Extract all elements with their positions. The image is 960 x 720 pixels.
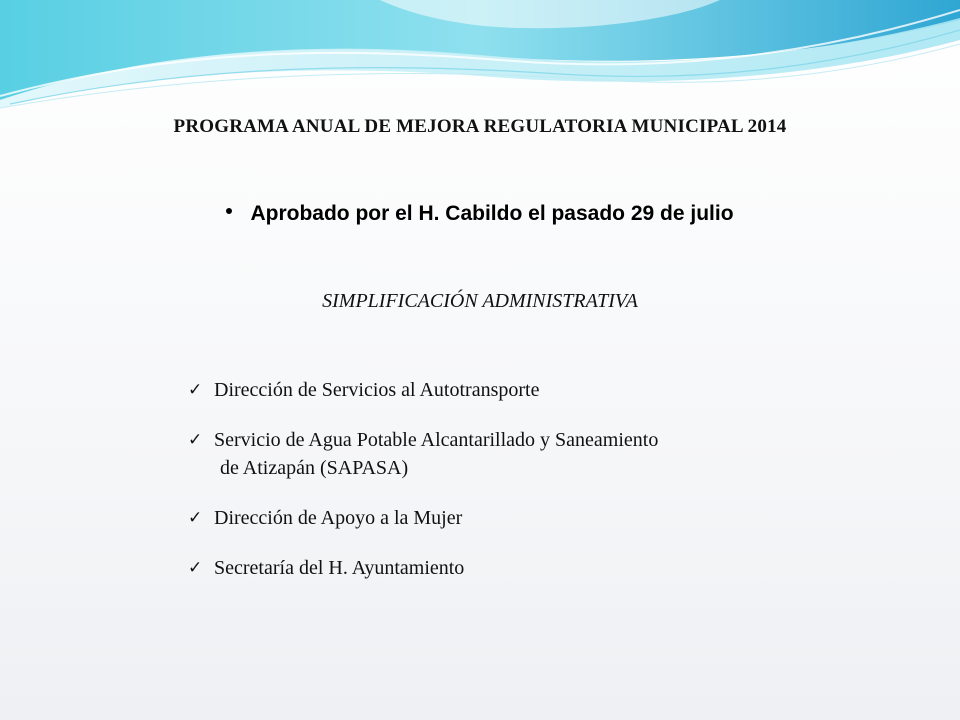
bullet-approved xyxy=(0,202,960,226)
list-item-text: Servicio de Agua Potable Alcantarillado y Saneamiento xyxy=(214,429,659,451)
page-title: PROGRAMA ANUAL DE MEJORA REGULATORIA MUNICIPAL 2014 xyxy=(173,116,787,137)
checkmark-icon: ✓ xyxy=(188,380,203,400)
checkmark-icon: ✓ xyxy=(188,430,203,450)
list-item xyxy=(188,426,888,482)
list-item-text: Dirección de Servicios al Autotransporte xyxy=(214,379,540,401)
list-item-text: Secretaría del H. Ayuntamiento xyxy=(214,557,465,579)
list-item xyxy=(188,504,888,532)
section-subtitle: SIMPLIFICACIÓN ADMINISTRATIVA xyxy=(322,290,638,312)
list-item xyxy=(188,376,888,404)
bullet-dot-icon xyxy=(226,208,232,214)
checkmark-icon: ✓ xyxy=(188,508,203,528)
list-item xyxy=(188,554,888,582)
bullet-text: Aprobado por el H. Cabildo el pasado 29 de julio xyxy=(250,202,734,225)
list-item-text-continued: de Atizapán (SAPASA) xyxy=(220,457,409,479)
checkmark-icon: ✓ xyxy=(188,558,203,578)
checklist xyxy=(188,376,888,582)
list-item-text: Dirección de Apoyo a la Mujer xyxy=(214,507,463,529)
header-wave-decoration xyxy=(0,0,960,110)
